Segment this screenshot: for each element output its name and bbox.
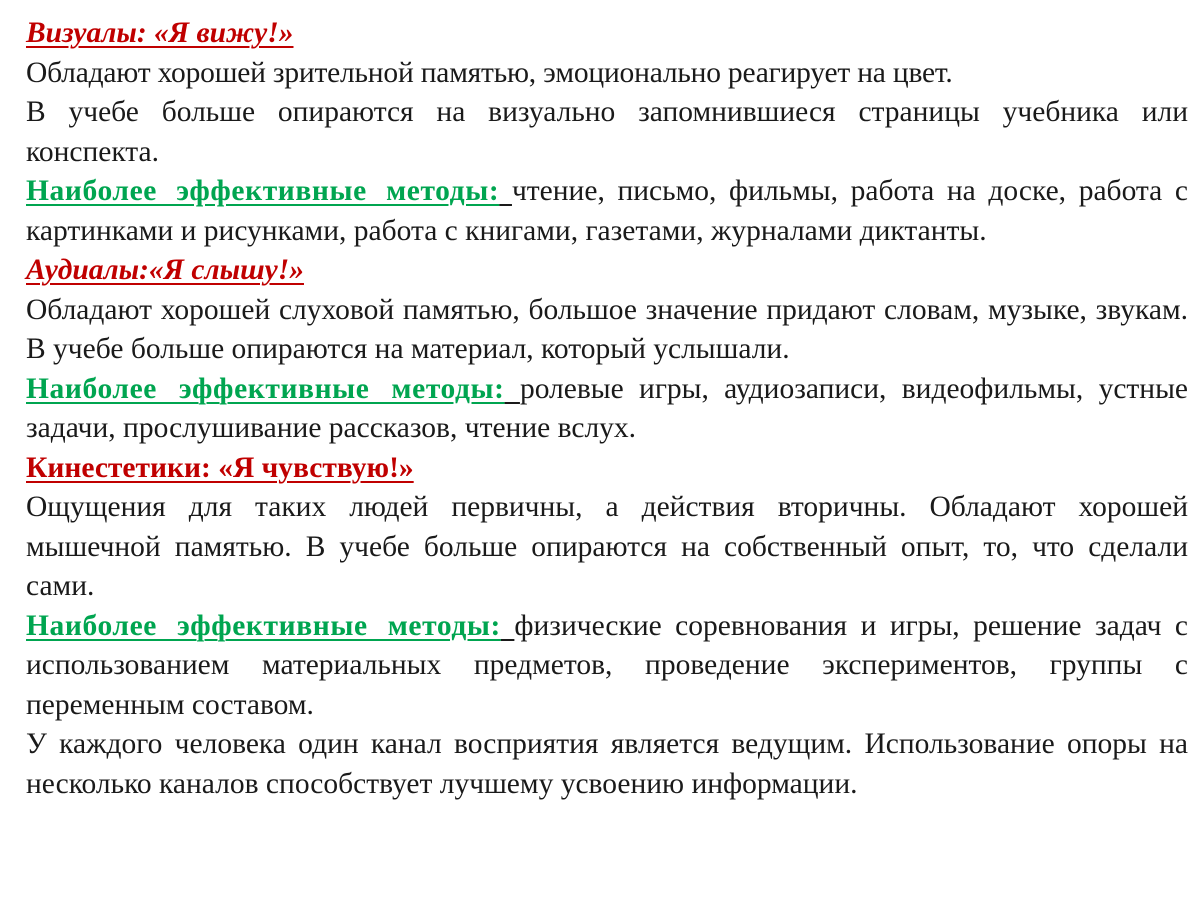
visuals-description-2: В учебе больше опираются на визуально запомнившиеся страницы учебника или конспекта. [26, 96, 1188, 168]
methods-label: Наиболее эффективные методы: [26, 175, 500, 207]
visuals-methods-text: чтение, письмо, фильмы, работа на доске, работа с картинками и рисунками, работа с книгами, газетами, журналами диктанты. [26, 175, 1189, 247]
section-heading-visuals: Визуалы: «Я вижу!» [26, 17, 294, 49]
conclusion-paragraph: У каждого человека один канал восприятия является ведущим. Использование опоры на несколько каналов способствует лучшему усвоению информации. [26, 728, 1188, 800]
methods-label: Наиболее эффективные методы: [26, 372, 505, 405]
auditory-methods [26, 370, 1188, 449]
document-page [26, 14, 1188, 804]
section-heading-auditory: Аудиалы:«Я слышу!» [26, 254, 304, 286]
methods-label-gap [505, 373, 520, 405]
methods-label-gap [499, 175, 512, 207]
section-heading-kinesthetic: Кинестетики: «Я чувствую!» [26, 451, 414, 484]
auditory-description: Обладают хорошей слуховой памятью, большое значение придают словам, музыке, звукам. В учебе больше опираются на материал, который услышали. [26, 293, 1188, 365]
kinesthetic-methods [26, 607, 1188, 726]
kinesthetic-methods-text: физические соревнования и игры, решение задач с использованием материальных предметов, проведение экспериментов, группы с переменным составом. [26, 609, 1189, 721]
visuals-description-1: Обладают хорошей зрительной памятью, эмоционально реагирует на цвет. [26, 56, 953, 89]
methods-label-gap [501, 610, 514, 642]
methods-label: Наиболее эффективные методы: [26, 609, 501, 642]
auditory-methods-text: ролевые игры, аудиозаписи, видеофильмы, устные задачи, прослушивание рассказов, чтение вслух. [26, 372, 1188, 444]
kinesthetic-description: Ощущения для таких людей первичны, а действия вторичны. Обладают хорошей мышечной памятью. В учебе больше опираются на собственный опыт, то, что сделали сами. [26, 491, 1188, 602]
visuals-methods [26, 172, 1188, 251]
